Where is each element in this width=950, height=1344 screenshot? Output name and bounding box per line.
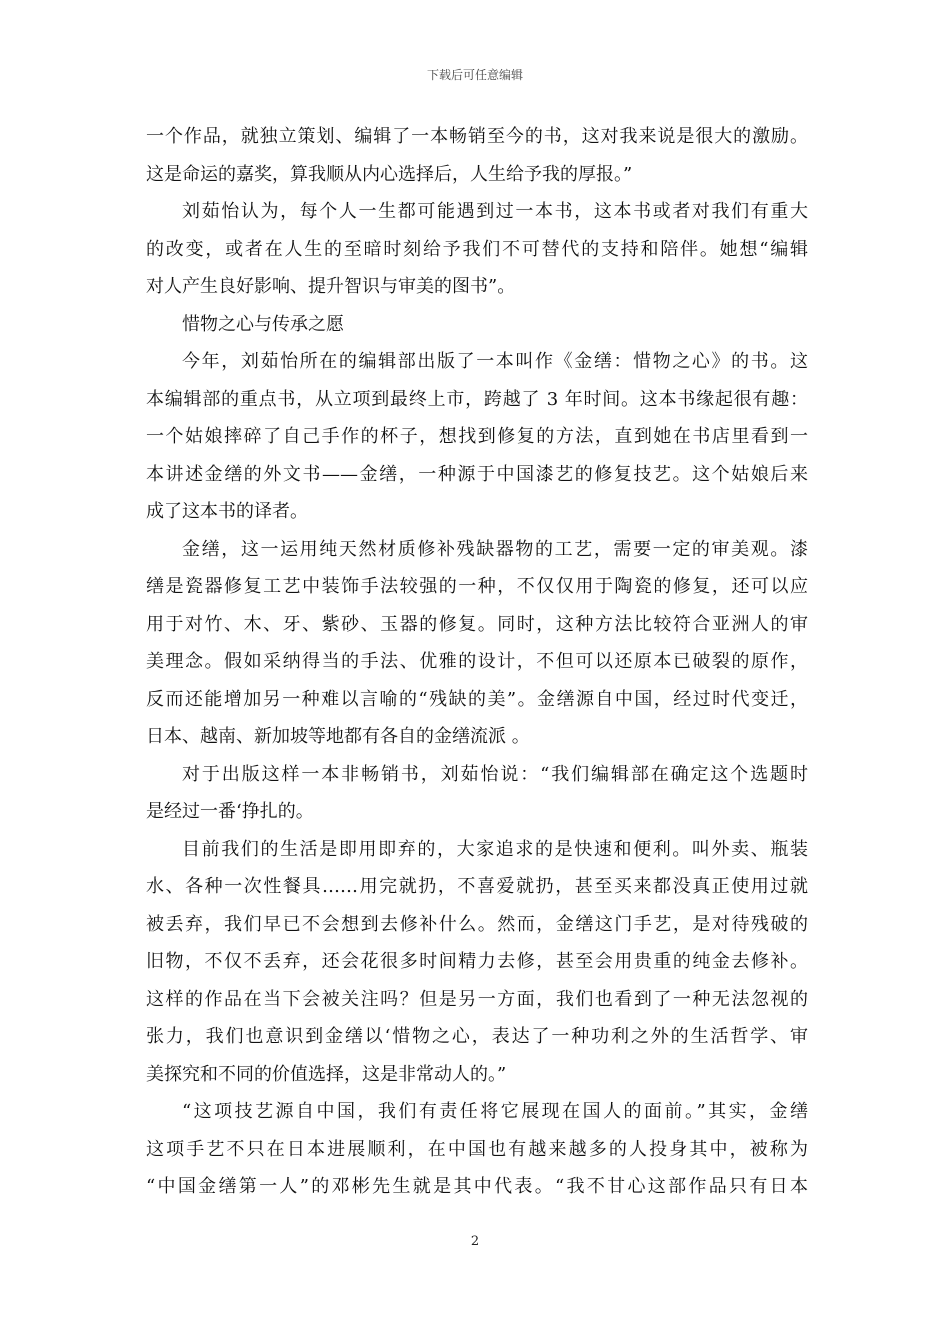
page-number: 2 <box>470 1234 480 1249</box>
page-header: 下载后可任意编辑 <box>426 68 523 82</box>
text-line: 对人产生良好影响、提升智识与审美的图书”。 <box>146 276 516 297</box>
text-line: 目前我们的生活是即用即弃的，大家追求的是快速和便利。叫外卖、瓶装 <box>182 838 808 860</box>
text-line: 反而还能增加另一种难以言喻的“残缺的美”。金缮源自中国，经过时代变迁， <box>146 688 808 710</box>
text-line: 刘茹怡认为，每个人一生都可能遇到过一本书，这本书或者对我们有重大 <box>182 201 808 222</box>
text-line: 美探究和不同的价值选择，这是非常动人的。” <box>146 1063 507 1085</box>
text-line: 这项手艺不只在日本进展顺利，在中国也有越来越多的人投身其中，被称为 <box>146 1138 808 1160</box>
document-body <box>146 118 808 1206</box>
text-line: 旧物，不仅不丢弃，还会花很多时间精力去修，甚至会用贵重的纯金去修补。 <box>146 951 808 972</box>
text-line: 今年，刘茹怡所在的编辑部出版了一本叫作《金缮：惜物之心》的书。这 <box>182 351 808 372</box>
text-line: 美理念。假如采纳得当的手法、优雅的设计，不但可以还原本已破裂的原作， <box>146 651 808 672</box>
text-line: 对于出版这样一本非畅销书，刘茹怡说：“我们编辑部在确定这个选题时 <box>182 763 808 785</box>
text-line: 这样的作品在当下会被关注吗？但是另一方面，我们也看到了一种无法忽视的 <box>146 988 808 1010</box>
text-line: 水、各种一次性餐具……用完就扔，不喜爱就扔，甚至买来都没真正使用过就 <box>146 876 808 897</box>
text-line: “中国金缮第一人”的邓彬先生就是其中代表。“我不甘心这部作品只有日本 <box>146 1176 808 1197</box>
text-line: 本编辑部的重点书，从立项到最终上市，跨越了 3 年时间。这本书缘起很有趣： <box>146 388 808 410</box>
text-line: 金缮，这一运用纯天然材质修补残缺器物的工艺，需要一定的审美观。漆 <box>182 538 808 560</box>
text-line: 的改变，或者在人生的至暗时刻给予我们不可替代的支持和陪伴。她想“编辑 <box>146 238 808 260</box>
text-line: “这项技艺源自中国，我们有责任将它展现在国人的面前。”其实，金缮 <box>182 1101 808 1122</box>
text-line: 缮是瓷器修复工艺中装饰手法较强的一种，不仅仅用于陶瓷的修复，还可以应 <box>146 576 808 597</box>
text-line: 张力，我们也意识到金缮以‘惜物之心，表达了一种功利之外的生活哲学、审 <box>146 1026 808 1047</box>
text-line: 被丢弃，我们早已不会想到去修补什么。然而，金缮这门手艺，是对待残破的 <box>146 913 808 935</box>
text-line: 这是命运的嘉奖，算我顺从内心选择后，人生给予我的厚报。” <box>146 163 633 185</box>
text-line: 成了这本书的译者。 <box>146 501 308 522</box>
text-line: 用于对竹、木、牙、紫砂、玉器的修复。同时，这种方法比较符合亚洲人的审 <box>146 613 808 635</box>
text-line: 日本、越南、新加坡等地都有各自的金缮流派 。 <box>146 726 530 747</box>
text-line: 本讲述金缮的外文书——金缮，一种源于中国漆艺的修复技艺。这个姑娘后来 <box>146 463 808 485</box>
text-line: 一个姑娘摔碎了自己手作的杯子，想找到修复的方法，直到她在书店里看到一 <box>146 426 808 447</box>
text-line: 一个作品，就独立策划、编辑了一本畅销至今的书，这对我来说是很大的激励。 <box>146 126 808 147</box>
text-line: 是经过一番‘挣扎的。 <box>146 801 314 822</box>
text-line: 惜物之心与传承之愿 <box>182 313 344 335</box>
